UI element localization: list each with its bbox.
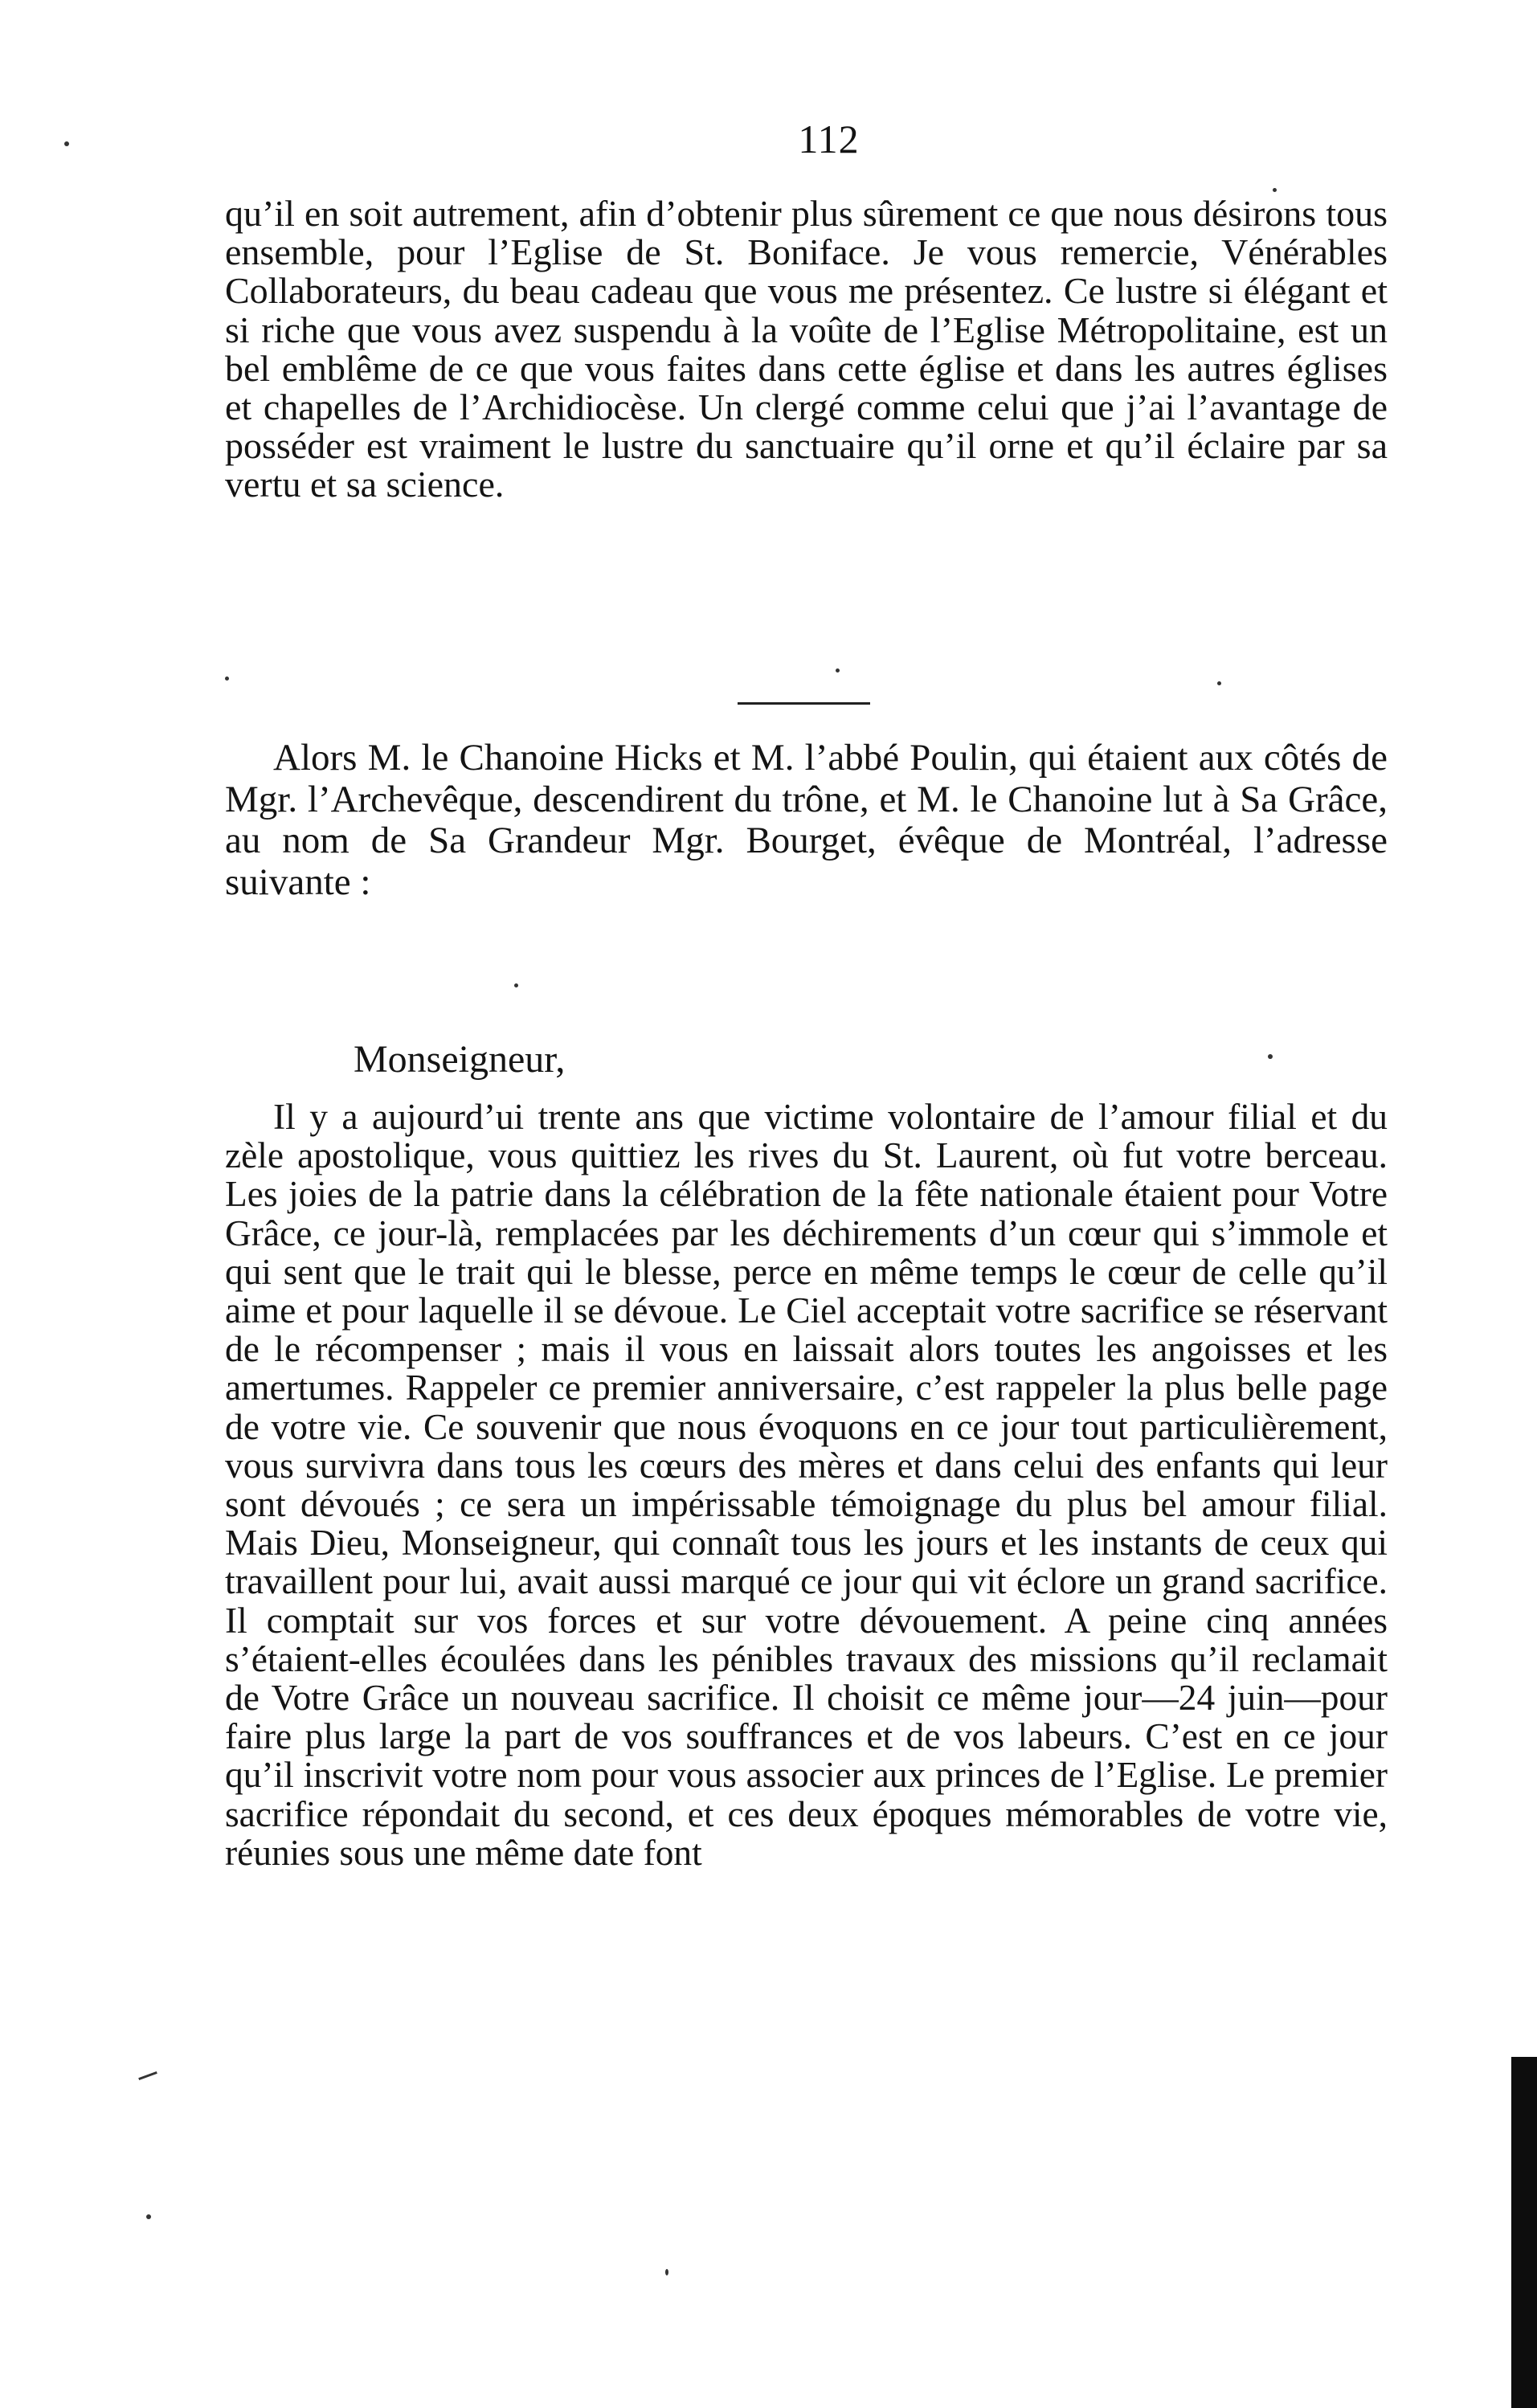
scan-speck — [1268, 1054, 1273, 1059]
salutation: Monseigneur, — [354, 1038, 566, 1081]
section-divider — [738, 702, 870, 705]
scan-speck — [836, 668, 840, 673]
scan-speck — [514, 983, 518, 987]
scan-edge-shadow — [1511, 2057, 1537, 2408]
scan-speck — [146, 2214, 151, 2219]
scan-speck — [665, 2269, 668, 2275]
scan-speck — [64, 141, 69, 146]
scan-speck — [1217, 681, 1221, 685]
paragraph-continued: qu’il en soit autrement, afin d’obtenir plus sûrement ce que nous désirons tous ensemble, pour l’Eglise de St. Boniface. Je vous remercie, Vénérables Collaborateurs, du beau cadeau que vous me présentez. Ce lustre si élégant et si riche que vous avez suspendu à la voûte de l’Eglise Métropolitaine, est un bel emblême de ce que vous faites dans cette église et dans les autres églises et chapelles de l’Archidiocèse. Un clergé comme celui que j’ai l’avantage de posséder est vraiment le lustre du sanctuaire qu’il orne et qu’il éclaire par sa vertu et sa science. — [225, 193, 1388, 505]
paragraph-address: Il y a aujourd’ui trente ans que victime volontaire de l’amour filial et du zèle apostolique, vous quittiez les rives du St. Laurent, où fut votre berceau. Les joies de la patrie dans la célébration de la fête nationale étaient pour Votre Grâce, ce jour-là, remplacées par les déchirements d’un cœur qui s’immole et qui sent que le trait qui le blesse, perce en même temps le cœur de celle qu’il aime et pour laquelle il se dévoue. Le Ciel acceptait votre sacrifice se réservant de le récompenser ; mais il vous en laissait alors toutes les angoisses et les amertumes. Rappeler ce premier anniversaire, c’est rappeler la plus belle page de votre vie. Ce souvenir que nous évoquons en ce jour tout particulièrement, vous survivra dans tous les cœurs des mères et dans celui des enfants qui leur sont dévoués ; ce sera un impérissable témoignage du plus bel amour filial. Mais Dieu, Monseigneur, qui connaît tous les jours et les instants de ceux qui travaillent pour lui, avait aussi marqué ce jour qui vit éclore un grand sacrifice. Il comptait sur vos forces et sur votre dévouement. A peine cinq années s’étaient-elles écoulées dans les pénibles travaux des missions qu’il reclamait de Votre Grâce un nouveau sacrifice. Il choisit ce même jour—24 juin—pour faire plus large la part de vos souffrances et de vos labeurs. C’est en ce jour qu’il inscrivit votre nom pour vous associer aux princes de l’Eglise. Le premier sacrifice répondait du second, et ces deux époques mémorables de votre vie, réunies sous une même date font — [225, 1097, 1388, 1873]
scan-mark — [138, 2071, 157, 2080]
scan-speck — [225, 677, 229, 681]
paragraph-narrative: Alors M. le Chanoine Hicks et M. l’abbé Poulin, qui étaient aux côtés de Mgr. l’Archevêque, descendirent du trône, et M. le Chanoine lut à Sa Grâce, au nom de Sa Grandeur Mgr. Bourget, évêque de Montréal, l’adresse suivante : — [225, 737, 1388, 903]
page-number: 112 — [798, 117, 860, 161]
scan-speck — [1273, 188, 1277, 192]
